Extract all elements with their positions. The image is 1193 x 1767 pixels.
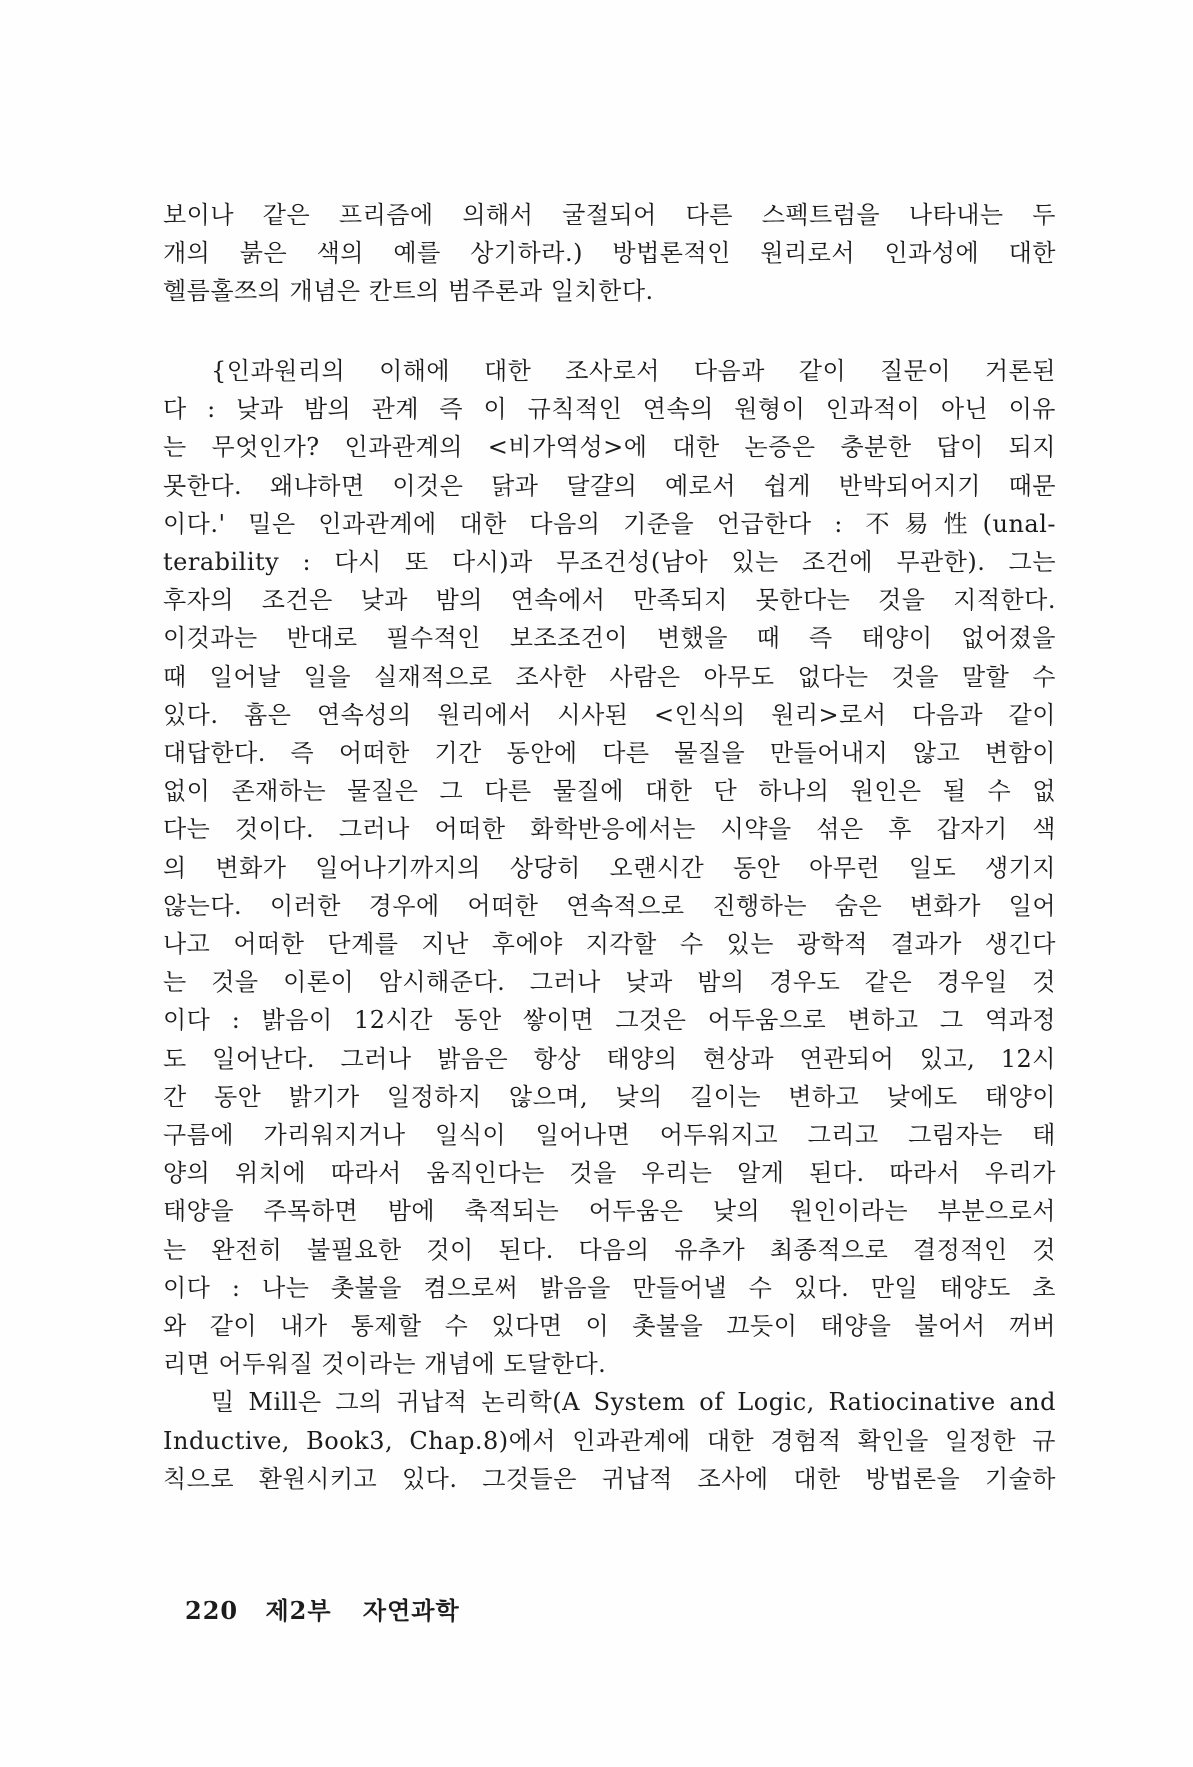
paragraph-1 bbox=[163, 196, 1056, 311]
text-line: Inductive, Book3, Chap.8)에서 인과관계에 대한 경험적 확인을 일정한 규 bbox=[163, 1426, 1056, 1455]
text-line: 이다 : 나는 촛불을 켬으로써 밝음을 만들어낼 수 있다. 만일 태양도 초 bbox=[163, 1273, 1056, 1302]
paragraph-2 bbox=[163, 352, 1056, 1498]
text-line: 후자의 조건은 낮과 밤의 연속에서 만족되지 못한다는 것을 지적한다. bbox=[163, 586, 1056, 615]
text-line: 때 일어날 일을 실재적으로 조사한 사람은 아무도 없다는 것을 말할 수 bbox=[163, 662, 1056, 691]
text-line: 태양을 주목하면 밤에 축적되는 어두움은 낮의 원인이라는 부분으로서 bbox=[163, 1197, 1056, 1226]
text-line: 구름에 가리워지거나 일식이 일어나면 어두워지고 그리고 그림자는 태 bbox=[163, 1121, 1056, 1150]
text-line: 대답한다. 즉 어떠한 기간 동안에 다른 물질을 만들어내지 않고 변함이 bbox=[163, 739, 1056, 768]
text-line: terability : 다시 또 다시)과 무조건성(남아 있는 조건에 무관한). 그는 bbox=[163, 548, 1056, 577]
text-line: 다 : 낮과 밤의 관계 즉 이 규칙적인 연속의 원형이 인과적이 아닌 이유 bbox=[163, 395, 1056, 424]
text-line: 않는다. 이러한 경우에 어떠한 연속적으로 진행하는 숨은 변화가 일어 bbox=[163, 891, 1056, 920]
text-line: 보이나 같은 프리즘에 의해서 굴절되어 다른 스펙트럼을 나타내는 두 bbox=[163, 201, 1056, 229]
text-line: 리면 어두워질 것이라는 개념에 도달한다. bbox=[163, 1350, 607, 1379]
section-label: 자연과학 bbox=[362, 1596, 460, 1625]
page-number: 220 bbox=[185, 1596, 239, 1625]
text-line: 와 같이 내가 통제할 수 있다면 이 촛불을 끄듯이 태양을 불어서 꺼버 bbox=[163, 1312, 1056, 1341]
text-line: 못한다. 왜냐하면 이것은 닭과 달걀의 예로서 쉽게 반박되어지기 때문 bbox=[163, 471, 1056, 500]
page-footer bbox=[185, 1591, 460, 1626]
text-line: {인과원리의 이해에 대한 조사로서 다음과 같이 질문이 거론된 bbox=[211, 357, 1056, 385]
text-line: 개의 붉은 색의 예를 상기하라.) 방법론적인 원리로서 인과성에 대한 bbox=[163, 239, 1056, 268]
text-line: 는 무엇인가? 인과관계의 <비가역성>에 대한 논증은 충분한 답이 되지 bbox=[163, 433, 1056, 462]
text-line: 다는 것이다. 그러나 어떠한 화학반응에서는 시약을 섞은 후 갑자기 색 bbox=[163, 815, 1056, 844]
text-line: 의 변화가 일어나기까지의 상당히 오랜시간 동안 아무런 일도 생기지 bbox=[163, 853, 1056, 882]
text-line: 헬름홀쯔의 개념은 칸트의 범주론과 일치한다. bbox=[163, 277, 654, 306]
part-label: 제2부 bbox=[265, 1596, 332, 1625]
text-line: 간 동안 밝기가 일정하지 않으며, 낮의 길이는 변하고 낮에도 태양이 bbox=[163, 1082, 1056, 1111]
text-line: 도 일어난다. 그러나 밝음은 항상 태양의 현상과 연관되어 있고, 12시 bbox=[163, 1044, 1056, 1073]
text-line: 이것과는 반대로 필수적인 보조조건이 변했을 때 즉 태양이 없어졌을 bbox=[163, 624, 1056, 653]
text-line: 는 완전히 불필요한 것이 된다. 다음의 유추가 최종적으로 결정적인 것 bbox=[163, 1235, 1056, 1264]
text-line: 이다.' 밀은 인과관계에 대한 다음의 기준을 언급한다 : 不易性(unal- bbox=[163, 509, 1056, 538]
text-line: 밀 Mill은 그의 귀납적 논리학(A System of Logic, Ratiocinative and bbox=[211, 1388, 1056, 1417]
text-line: 있다. 흄은 연속성의 원리에서 시사된 <인식의 원리>로서 다음과 같이 bbox=[163, 700, 1056, 729]
text-line: 양의 위치에 따라서 움직인다는 것을 우리는 알게 된다. 따라서 우리가 bbox=[163, 1159, 1056, 1188]
text-line: 나고 어떠한 단계를 지난 후에야 지각할 수 있는 광학적 결과가 생긴다 bbox=[163, 930, 1056, 959]
text-line: 없이 존재하는 물질은 그 다른 물질에 대한 단 하나의 원인은 될 수 없 bbox=[163, 777, 1056, 806]
text-line: 이다 : 밝음이 12시간 동안 쌓이면 그것은 어두움으로 변하고 그 역과정 bbox=[163, 1006, 1056, 1035]
text-line: 칙으로 환원시키고 있다. 그것들은 귀납적 조사에 대한 방법론을 기술하 bbox=[163, 1464, 1056, 1493]
text-line: 는 것을 이론이 암시해준다. 그러나 낮과 밤의 경우도 같은 경우일 것 bbox=[163, 968, 1056, 997]
